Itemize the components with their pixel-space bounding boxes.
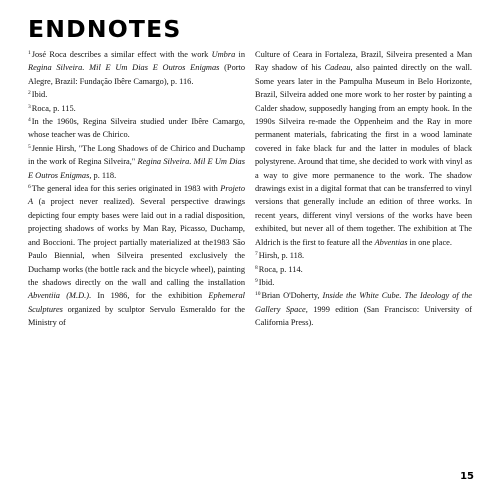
- italic-title-text: Inside the White Cube. The Ideology of the Gallery Space: [255, 291, 472, 314]
- note-text: Roca, p. 114.: [258, 264, 303, 274]
- note-text: Ibid.: [258, 277, 275, 287]
- italic-title-text: Umbra: [211, 50, 236, 59]
- endnote: [28, 142, 245, 182]
- page-title: ENDNOTES: [28, 15, 182, 43]
- endnote: [255, 276, 472, 289]
- note-text: . In 1986, for the exhibition: [88, 291, 209, 301]
- endnote-marker: 1: [28, 50, 31, 56]
- endnote: [28, 88, 245, 101]
- endnote-continuation: [255, 48, 472, 249]
- italic-title-text: Ephemeral Sculptures: [28, 291, 245, 314]
- endnotes-left-column: [28, 48, 245, 330]
- endnotes-right-column: [255, 48, 472, 330]
- endnote-marker: 3: [28, 103, 31, 110]
- italic-title-text: Cadeau: [324, 63, 351, 73]
- endnote-marker: 5: [28, 143, 31, 150]
- endnote-marker: 2: [28, 90, 31, 97]
- endnote: [255, 263, 472, 276]
- endnote-marker: 8: [255, 264, 258, 271]
- note-text: , also painted directly on the wall. Some years later in the Pampulha Museum in Belo Horizonte, Brazil, Silveira added one more work to her roster by painting a Calder shadow, supposedly hanging from an empty hook. In the 1990s Silveira re-made the Oppenheim and the Ray in more permanent materials, fabricating the first in a wood laminate covered in fake black fur and the latter in modules of black polystyrene. Around that time, she decided to work with vinyl as a way to give more permanence to the work. The shadow drawings exist in a digital format that can be transferred to vinyl versions that generally include an edition of three works. In recent years, different vinyl versions of the works have been exhibited, but never all of them together. The exhibition at The Aldrich is the first to feature all the: [255, 63, 472, 247]
- note-text: (a project never realized). Several perspective drawings depicting four empty bases were laid out in a radial disposition, projecting shadows of works by Man Ray, Picasso, Duchamp, and Boccioni. The project partially materialized at the1983 São Paulo Biennial, when Silveira presented exclusively the Duchamp works (the bottle rack and the bicycle wheel), painting the shadows directly on the wall and calling the installation: [28, 197, 245, 287]
- endnote-marker: 10: [255, 291, 261, 298]
- endnote: [28, 102, 245, 115]
- note-text: The general idea for this series originated in 1983 with: [31, 184, 221, 194]
- note-text: , 1999 edition (San Francisco: University of California Press).: [255, 304, 472, 328]
- endnote: [255, 289, 472, 329]
- note-text: Ibid.: [31, 90, 48, 100]
- note-text: (Porto Alegre, Brazil: Fundação Ibêre Camargo), p. 116.: [28, 63, 246, 86]
- endnote: [28, 115, 245, 142]
- italic-title-text: Abventias: [374, 237, 408, 247]
- note-text: In the 1960s, Regina Silveira studied under Ibêre Camargo, whose teacher was de Chirico.: [28, 117, 245, 140]
- note-text: Hirsh, p. 118.: [258, 251, 305, 261]
- note-text: in one place.: [407, 237, 452, 247]
- italic-title-text: Abventiia (M.D.): [28, 291, 89, 301]
- note-text: Roca, p. 115.: [31, 103, 76, 113]
- endnote-marker: 4: [28, 117, 31, 124]
- endnote-marker: 9: [255, 277, 258, 284]
- note-text: , p. 118.: [89, 170, 117, 180]
- note-text: José Roca describes a similar effect with the work: [31, 50, 212, 59]
- page-number: 15: [460, 471, 474, 482]
- endnote: [28, 48, 245, 88]
- note-text: Brian O'Doherty,: [261, 291, 323, 301]
- note-text: in: [235, 50, 246, 59]
- note-text: Jennie Hirsh, "The Long Shadows of de Chirico and Duchamp in the work of Regina Silveira,": [28, 143, 245, 167]
- endnote: [28, 182, 245, 329]
- italic-title-text: Regina Silveira. Mil E Um Dias E Outros Enigmas: [28, 157, 245, 180]
- note-text: Culture of Ceara in Fortaleza, Brazil, Silveira presented a Man Ray shadow of his: [255, 50, 472, 73]
- italic-title-text: Projeto A: [28, 184, 245, 207]
- note-text: organized by sculptor Servulo Esmeraldo for the Ministry of: [28, 304, 245, 328]
- endnote-marker: 7: [255, 251, 258, 258]
- italic-title-text: Regina Silveira. Mil E Um Dias E Outros Enigmas: [28, 63, 220, 73]
- endnote-marker: 6: [28, 184, 31, 191]
- endnote: [255, 249, 472, 262]
